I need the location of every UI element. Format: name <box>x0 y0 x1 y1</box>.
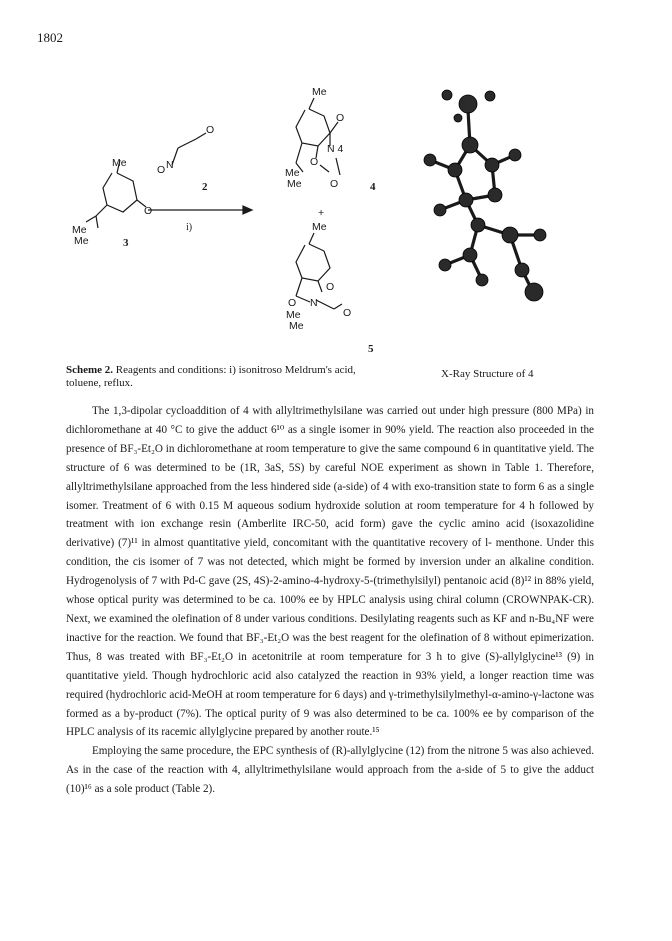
paragraph-1: The 1,3-dipolar cycloaddition of 4 with allyltrimethylsilane was carried out under high pressure (800 MPa) in dichloromethane at 40 °C to give the adduct 6¹⁰ as a single isomer in 90% yield. The reaction also proceeded in the presence of BF₃-Et₂O in dichloromethane at room temperature to give the same compound 6 in quantitative yield. The structure of 6 was determined to be (1R, 3aS, 5S) by careful NOE experiment as shown in Table 1. Therefore, allyltrimethylsilane approached from the less hindered side (a-side) of 4 with exo-transition state to form 6 as a single isomer. Treatment of 6 with 0.15 M aqueous sodium hydroxide solution at room temperature for 4 h followed by treatment with ion exchange resin (Amberlite IRC-50, acid form) gave the cyclic amino acid (isoxazolidine derivative) (7)¹¹ in almost quantitative yield, concomitant with the quantitative recovery of l- menthone. Under this condition, the cis isomer of 7 was not detected, which might be formed by inversion under an alkaline condition. Hydrogenolysis of 7 with Pd-C gave (2S, 4S)-2-amino-4-hydroxy-5-(trimethylsilyl) pentanoic acid (8)¹² in 88% yield, whose optical purity was determined to be ca. 100% ee by HPLC analysis using chiral column (CROWNPAK-CR). Next, we examined the olefination of 8 under various conditions. Desilylating reagents such as KF and n-Bu₄NF were inactive for the reaction. We found that BF₃-Et₂O was the best reagent for the olefination of 8 without epimerization. Thus, 8 was treated with BF₃-Et₂O in acetonitrile at room temperature for 3 h to give (S)-allylglycine¹³ (9) in quantitative yield. Though hydrochloric acid also catalyzed the reaction in 93% yield, a longer reaction time was required (hydrochloric acid-MeOH at room temperature for 6 days) and γ-trimethylsilylmethyl-α-amino-γ-lactone was formed as a by-product (7%). The optical purity of 9 was also determined to be ca. 100% ee by comparison of the HPLC analysis of its racemic allylglycine prepared by another route.¹⁵ <box>66 405 594 739</box>
xray-caption: X-Ray Structure of 4 <box>441 368 534 380</box>
reaction-condition-i: i) <box>186 222 193 233</box>
scheme-caption-text: Reagents and conditions: i) isonitroso Meldrum's acid, toluene, reflux. <box>66 364 356 389</box>
compound-4-me1: Me <box>285 167 300 179</box>
paragraph-2: Employing the same procedure, the EPC synthesis of (R)-allylglycine (12) from the nitrone 5 was also achieved. As in the case of the reaction with 4, allyltrimethylsilane would approach from the a-side of 5 to give the adduct (10)¹⁶ as a sole product (Table 2). <box>66 745 594 796</box>
compound-5-carbonyl-o: O <box>343 307 352 319</box>
compound-number-5: 5 <box>368 343 374 355</box>
page-number: 1802 <box>37 30 63 45</box>
menthone-ring <box>103 173 137 212</box>
scheme-caption <box>66 364 391 390</box>
compound-4-o-top: O <box>336 112 345 124</box>
compound-5-n-o: O <box>288 297 297 309</box>
compound-4-ring-o: O <box>310 156 319 168</box>
reagent-nitroso-n: N <box>166 159 174 171</box>
compound-5-ring <box>296 244 330 281</box>
menthone-oxygen-label: O <box>144 205 153 217</box>
scheme-caption-label: Scheme 2. <box>66 364 114 376</box>
body-text <box>66 402 594 799</box>
compound-4-methyl-label: Me <box>312 86 327 98</box>
menthone-methyl-label: Me <box>112 157 127 169</box>
compound-4-ring <box>296 109 330 146</box>
compound-5-methyl-label: Me <box>312 221 327 233</box>
compound-5-me2: Me <box>289 320 304 332</box>
menthone-isopropyl-bond <box>96 205 107 216</box>
compound-4-carbonyl-o: O <box>330 178 339 190</box>
compound-4-n4: N 4 <box>327 143 344 155</box>
menthone-isopropyl-me1: Me <box>72 224 87 236</box>
compound-4-me2: Me <box>287 178 302 190</box>
reagent-ketene-o: O <box>206 124 215 136</box>
compound-number-2: 2 <box>202 181 208 193</box>
compound-5-me1: Me <box>286 309 301 321</box>
compound-number-3: 3 <box>123 237 129 249</box>
compound-5-ring-o: O <box>326 281 335 293</box>
plus-sign: + <box>318 207 325 219</box>
menthone-isopropyl-me2: Me <box>74 235 89 247</box>
compound-5-n: N <box>310 297 318 309</box>
reaction-scheme <box>0 0 672 360</box>
reagent-nitroso-o: O <box>157 164 166 176</box>
compound-number-4: 4 <box>370 181 376 193</box>
